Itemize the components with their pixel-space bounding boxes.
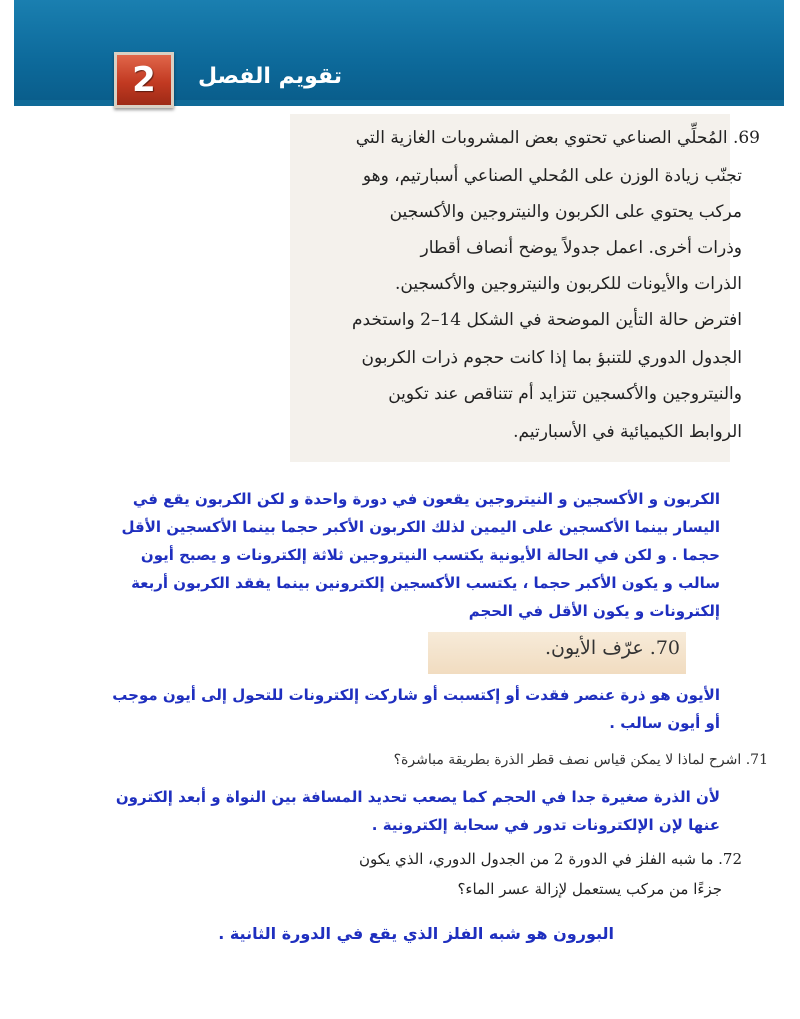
question-69-line-2: تجنّب زيادة الوزن على المُحلي الصناعي أسبارتيم، وهو <box>362 166 742 186</box>
answer-69-line-3: حجما . و لكن في الحالة الأيونية يكتسب النيتروجين ثلاثة إلكترونات و يصبح أيون <box>140 546 720 564</box>
answer-69-line-5: إلكترونات و يكون الأقل في الحجم <box>468 602 720 620</box>
question-72-line-2: جزءًا من مركب يستعمل لإزالة عسر الماء؟ <box>457 880 722 898</box>
chapter-number-badge <box>114 52 174 108</box>
question-72-line-1: 72. ما شبه الفلز في الدورة 2 من الجدول الدوري، الذي يكون <box>359 850 742 868</box>
answer-70-line-2: أو أيون سالب . <box>609 714 720 732</box>
chapter-number: 2 <box>132 60 156 100</box>
question-69-line-3: مركب يحتوي على الكربون والنيتروجين والأكسجين <box>389 202 742 222</box>
question-69-line-9: الروابط الكيميائية في الأسبارتيم. <box>513 422 742 442</box>
question-69-line-6: افترض حالة التأين الموضحة في الشكل 14–2 واستخدم <box>352 310 742 330</box>
question-69-line-5: الذرات والأيونات للكربون والنيتروجين والأكسجين. <box>394 274 742 294</box>
chapter-title: تقويم الفصل <box>197 64 342 89</box>
answer-69-line-4: سالب و يكون الأكبر حجما ، يكتسب الأكسجين إلكترونين بينما يفقد الكربون أربعة <box>131 574 720 592</box>
question-71-text: 71. اشرح لماذا لا يمكن قياس نصف قطر الذرة بطريقة مباشرة؟ <box>393 752 768 768</box>
answer-70-line-1: الأيون هو ذرة عنصر فقدت أو إكتسبت أو شاركت إلكترونات للتحول إلى أيون موجب <box>112 686 720 704</box>
answer-71-line-2: عنها لإن الإلكترونات تدور في سحابة إلكترونية . <box>371 816 720 834</box>
question-70-text: 70. عرّف الأيون. <box>544 637 680 659</box>
question-69-line-4: وذرات أخرى. اعمل جدولاً يوضح أنصاف أقطار <box>420 238 742 258</box>
answer-69-line-2: اليسار بينما الأكسجين على اليمين لذلك الكربون الأكبر حجما بينما الأكسجين الأقل <box>121 518 720 536</box>
answer-69-line-1: الكربون و الأكسجين و النيتروجين يقعون في دورة واحدة و لكن الكربون يقع في <box>132 490 720 508</box>
question-69-line-1: 69. المُحلِّي الصناعي تحتوي بعض المشروبات الغازية التي <box>355 128 760 148</box>
answer-72-text: البورون هو شبه الفلز الذي يقع في الدورة الثانية . <box>218 924 614 943</box>
question-69-line-8: والنيتروجين والأكسجين تتزايد أم تتناقص عند تكوين <box>388 384 742 404</box>
question-69-line-7: الجدول الدوري للتنبؤ بما إذا كانت حجوم ذرات الكربون <box>361 348 742 368</box>
answer-71-line-1: لأن الذرة صغيرة جدا في الحجم كما يصعب تحديد المسافة بين النواة و أبعد إلكترون <box>115 788 720 806</box>
